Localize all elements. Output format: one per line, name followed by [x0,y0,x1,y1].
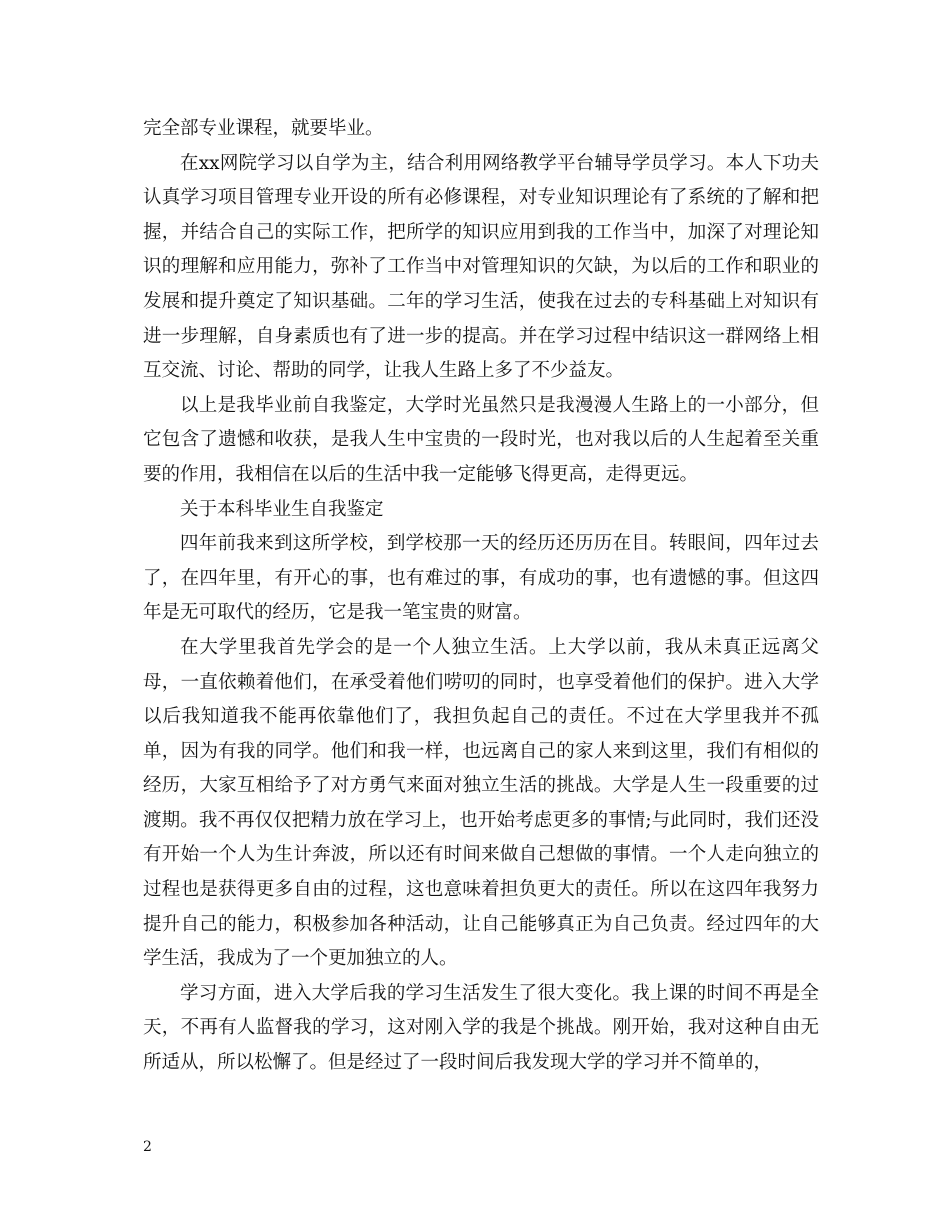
paragraph-study-changes: 学习方面，进入大学后我的学习生活发生了很大变化。我上课的时间不再是全天，不再有人监督我的学习，这对刚入学的我是个挑战。刚开始，我对这种自由无所适从，所以松懈了。但是经过了一段时间后我发现大学的学习并不简单的， [143,982,819,1074]
paragraph-four-years: 四年前我来到这所学校，到学校那一天的经历还历历在目。转眼间，四年过去了，在四年里，有开心的事，也有难过的事，有成功的事，也有遗憾的事。但这四年是无可取代的经历，它是我一笔宝贵的财富。 [143,533,819,624]
page-number: 2 [143,1139,152,1155]
paragraph-independent-life: 在大学里我首先学会的是一个人独立生活。上大学以前，我从未真正远离父母，一直依赖着他们，在承受着他们唠叨的同时，也享受着他们的保护。进入大学以后我知道我不能再依靠他们了，我担负起自己的责任。不过在大学里我并不孤单，因为有我的同学。他们和我一样，也远离自己的家人来到这里，我们有相似的经历，大家互相给予了对方勇气来面对独立生活的挑战。大学是人生一段重要的过渡期。我不再仅仅把精力放在学习上，也开始考虑更多的事情;与此同时，我们还没有开始一个人为生计奔波，所以还有时间来做自己想做的事情。一个人走向独立的过程也是获得更多自由的过程，这也意味着担负更大的责任。所以在这四年我努力提升自己的能力，积极参加各种活动，让自己能够真正为自己负责。经过四年的大学生活，我成为了一个更加独立的人。 [143,636,819,970]
paragraph-conclusion: 以上是我毕业前自我鉴定，大学时光虽然只是我漫漫人生路上的一小部分，但它包含了遗憾和收获，是我人生中宝贵的一段时光，也对我以后的人生起着至关重要的作用，我相信在以后的生活中我一定能够飞得更高，走得更远。 [143,394,819,485]
paragraph-online-study: 在xx网院学习以自学为主，结合利用网络教学平台辅导学员学习。本人下功夫认真学习项目管理专业开设的所有必修课程，对专业知识理论有了系统的了解和把握，并结合自己的实际工作，把所学的知识应用到我的工作当中，加深了对理论知识的理解和应用能力，弥补了工作当中对管理知识的欠缺，为以后的工作和职业的发展和提升奠定了知识基础。二年的学习生活，使我在过去的专科基础上对知识有进一步理解，自身素质也有了进一步的提高。并在学习过程中结识这一群网络上相互交流、讨论、帮助的同学，让我人生路上多了不少益友。 [143,152,819,382]
section-heading: 关于本科毕业生自我鉴定 [180,498,384,520]
paragraph-continuation: 完全部专业课程，就要毕业。 [143,118,384,139]
document-body [143,112,819,1081]
